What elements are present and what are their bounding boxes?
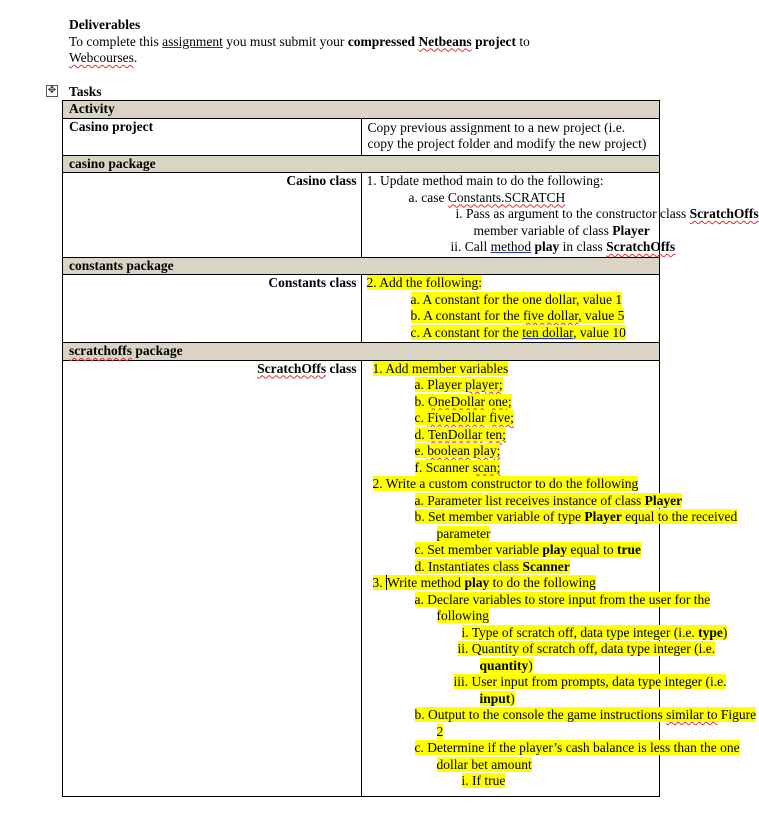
list-item: 1. Update method main to do the following: bbox=[366, 173, 604, 188]
list-item bbox=[373, 773, 655, 790]
list-item bbox=[373, 641, 716, 658]
text-run: ) bbox=[510, 690, 515, 706]
text-run: d. Instantiates class bbox=[414, 558, 523, 574]
text-run: a. A constant for the one dollar, value 1 bbox=[410, 291, 623, 307]
list-item bbox=[373, 707, 757, 724]
text-run: a. case bbox=[408, 189, 448, 205]
text-run: TenDollar bbox=[427, 426, 483, 442]
text-run: method bbox=[490, 239, 532, 254]
text-run: package bbox=[131, 343, 183, 358]
tasks-heading: Tasks bbox=[69, 84, 102, 99]
text-run: 2. Add the following: bbox=[366, 275, 482, 290]
text-run: five dollar bbox=[522, 308, 579, 323]
table-row bbox=[63, 343, 660, 361]
text-run: equal to the received bbox=[621, 509, 738, 524]
row-label bbox=[63, 360, 362, 796]
text-run: Webcourses bbox=[69, 50, 134, 65]
list-item bbox=[373, 624, 728, 642]
table-row bbox=[63, 257, 660, 275]
text-run: a. Player bbox=[414, 377, 466, 392]
text-run: 3. bbox=[372, 575, 386, 590]
text-run: iii. User input from prompts, data type integer (i.e. bbox=[453, 674, 727, 689]
text-run: to do the following bbox=[489, 575, 596, 590]
text-run: Write method bbox=[387, 575, 465, 590]
deliverables-paragraph bbox=[69, 34, 574, 67]
text-run: type bbox=[698, 624, 723, 640]
text-run: a. Declare variables to store input from the user for the bbox=[414, 591, 711, 607]
row-content bbox=[361, 275, 660, 343]
text-run: . bbox=[133, 50, 138, 65]
text-run: ii. Quantity of scratch off, data type integer (i.e. bbox=[457, 641, 716, 656]
list-item bbox=[367, 308, 655, 325]
deliverables-heading: Deliverables bbox=[69, 17, 141, 32]
list-item bbox=[373, 591, 711, 609]
text-run: i. Type of scratch off, data type integer (i.e. bbox=[461, 624, 699, 640]
text-run: scan; bbox=[472, 459, 501, 475]
deliverables-section bbox=[69, 17, 589, 67]
text-run: play bbox=[534, 239, 560, 254]
text-run: in class bbox=[559, 239, 607, 254]
list-item bbox=[367, 275, 655, 292]
table-row bbox=[63, 360, 660, 796]
list-item bbox=[367, 325, 655, 342]
text-run: e. bbox=[414, 443, 428, 458]
list-item bbox=[373, 559, 655, 576]
text-run: Player bbox=[584, 509, 622, 524]
text-run: quantity bbox=[479, 657, 529, 673]
list-item bbox=[373, 691, 655, 708]
text-run: play; bbox=[473, 443, 501, 458]
text-run: player; bbox=[465, 377, 503, 392]
list-item bbox=[373, 740, 740, 757]
list-item bbox=[373, 724, 655, 741]
table-row bbox=[63, 155, 660, 173]
text-run: Constants.SCRATCH bbox=[447, 189, 566, 205]
list-item bbox=[373, 674, 727, 691]
text-run: i. Pass as argument to the constructor class bbox=[455, 206, 690, 221]
text-run: equal to bbox=[567, 542, 617, 557]
list-item bbox=[373, 542, 655, 559]
text-run: ScratchOffs bbox=[689, 206, 759, 221]
list-item bbox=[373, 526, 655, 543]
text-run: 2 bbox=[436, 723, 444, 739]
table-row bbox=[63, 101, 660, 119]
table-row bbox=[63, 118, 660, 155]
text-run: five; bbox=[489, 410, 514, 425]
text-run: Scanner bbox=[522, 558, 570, 574]
table-row bbox=[63, 173, 660, 258]
list-item bbox=[373, 476, 655, 493]
text-run: b. Output to the console the game instructions bbox=[414, 707, 667, 722]
text-run: similar to bbox=[666, 707, 718, 722]
text-run: FiveDollar bbox=[427, 410, 486, 425]
text-run: c. bbox=[414, 410, 428, 425]
text-run: ScratchOffs bbox=[606, 239, 676, 254]
text-run: dollar bet amount bbox=[436, 756, 532, 772]
text-run: , value 10 bbox=[573, 324, 626, 340]
text-run: ) bbox=[528, 657, 533, 673]
section-header-casino-package: casino package bbox=[63, 155, 660, 173]
list-item bbox=[373, 492, 683, 510]
text-run: following bbox=[436, 608, 489, 623]
text-run: b. Set member variable of type bbox=[414, 509, 585, 524]
text-run: ) bbox=[722, 624, 728, 640]
text-run: ten; bbox=[485, 426, 506, 442]
text-run: b. bbox=[414, 393, 428, 409]
row-label: Constants class bbox=[63, 275, 362, 343]
text-run: , value 5 bbox=[578, 308, 625, 323]
list-item bbox=[367, 206, 759, 223]
row-label: Casino class bbox=[63, 173, 362, 258]
tasks-table bbox=[62, 100, 759, 797]
text-run: c. Set member variable bbox=[414, 542, 543, 557]
text-run: play bbox=[542, 542, 568, 557]
text-run: Player bbox=[612, 222, 650, 238]
list-item bbox=[367, 292, 655, 309]
list-item bbox=[367, 190, 655, 207]
text-run: member variable of class bbox=[473, 222, 613, 238]
text-run: c. A constant for the bbox=[410, 324, 523, 340]
list-item bbox=[367, 239, 676, 256]
text-run: project bbox=[471, 33, 517, 49]
list-item bbox=[373, 443, 655, 460]
row-content bbox=[361, 173, 759, 258]
text-run: assignment bbox=[162, 33, 223, 49]
text-run: ten dollar bbox=[522, 324, 574, 340]
list-item bbox=[373, 361, 655, 378]
text-run: ScratchOffs bbox=[257, 360, 327, 376]
row-content bbox=[361, 360, 757, 796]
section-header-activity: Activity bbox=[63, 101, 660, 119]
text-run: Figure bbox=[717, 707, 757, 722]
section-header-constants-package: constants package bbox=[63, 257, 660, 275]
text-run: ii. Call bbox=[450, 239, 491, 254]
text-run: d. bbox=[414, 426, 428, 442]
text-run: input bbox=[479, 690, 511, 706]
text-run: true bbox=[616, 542, 641, 557]
row-label: Casino project bbox=[63, 118, 362, 155]
text-run: f. Scanner bbox=[414, 459, 473, 475]
list-item bbox=[373, 608, 655, 625]
list-item bbox=[373, 757, 655, 774]
list-item bbox=[373, 460, 655, 477]
table-move-handle-icon[interactable]: ✥ bbox=[47, 85, 57, 96]
text-run: To complete this bbox=[69, 33, 163, 49]
list-item bbox=[373, 509, 738, 526]
text-run: 1. Add member variables bbox=[372, 360, 509, 376]
text-run: class bbox=[326, 360, 357, 376]
text-run: scratchoffs bbox=[69, 343, 132, 358]
row-content bbox=[361, 118, 660, 155]
text-run: Netbeans bbox=[418, 33, 472, 49]
text-run: compressed bbox=[347, 33, 419, 49]
text-run: one; bbox=[488, 393, 512, 409]
text-run: you must submit your bbox=[222, 33, 348, 49]
text-run: parameter bbox=[436, 525, 491, 541]
list-item bbox=[373, 377, 655, 394]
table-row bbox=[63, 275, 660, 343]
text-run: OneDollar bbox=[428, 393, 485, 409]
text-run: boolean bbox=[427, 443, 470, 458]
text-run: Player bbox=[644, 492, 683, 508]
list-item bbox=[373, 427, 655, 444]
text-run: i. If true bbox=[461, 773, 506, 788]
text-run: Copy previous assignment to a new project (i.e. copy the project folder and modify the new project) bbox=[367, 119, 647, 151]
list-item bbox=[373, 410, 655, 427]
text-run: 2. Write a custom constructor to do the following bbox=[372, 476, 639, 491]
text-run: b. A constant for the bbox=[410, 308, 523, 323]
text-run: c. Determine if the player’s cash balance is less than the one bbox=[414, 740, 740, 755]
section-header-scratchoffs-package bbox=[63, 343, 660, 361]
text-run: play bbox=[464, 575, 490, 590]
list-item bbox=[373, 575, 655, 592]
list-item bbox=[373, 658, 655, 675]
list-item bbox=[373, 394, 655, 411]
list-item bbox=[367, 223, 655, 240]
text-run: to bbox=[516, 33, 530, 49]
text-run: a. Parameter list receives instance of class bbox=[414, 492, 645, 508]
